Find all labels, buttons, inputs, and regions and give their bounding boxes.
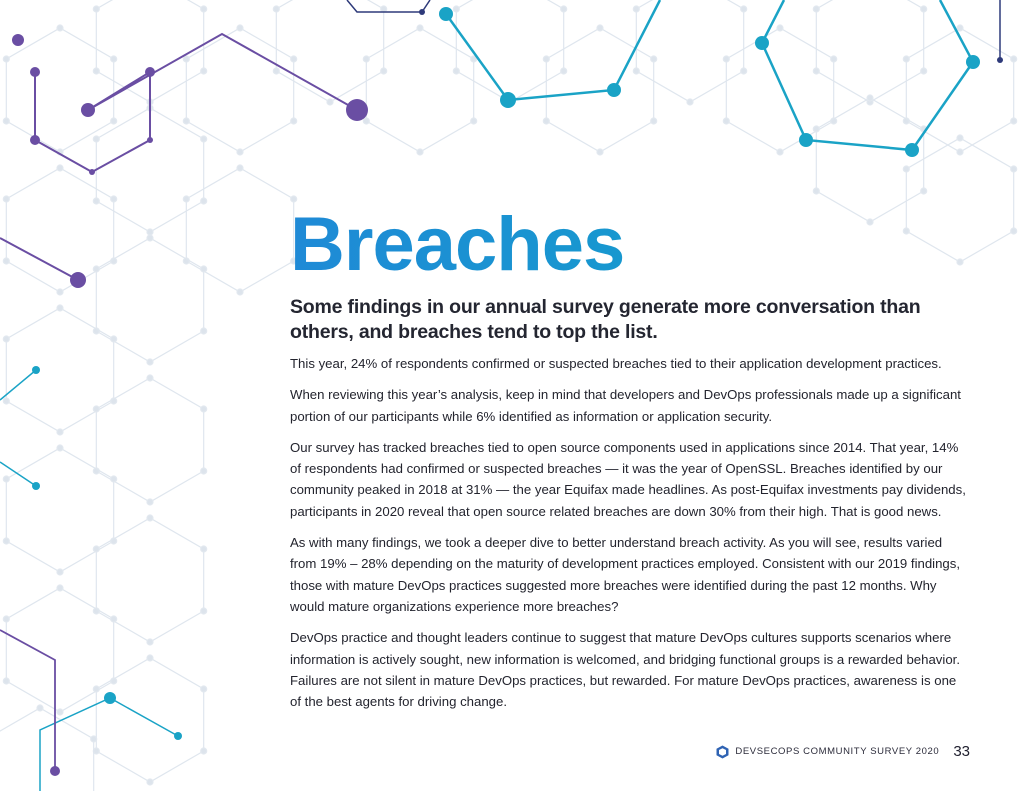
page-number: 33 xyxy=(953,743,970,760)
main-content xyxy=(290,202,970,712)
page-subtitle: Some findings in our annual survey generate more conversation than others, and breaches tend to top the list. xyxy=(290,296,921,343)
hexagon-logo-icon xyxy=(716,745,729,759)
paragraph-3: Our survey has tracked breaches tied to open source components used in applications since 2014. That year, 14% of respondents had confirmed or suspected breaches — it was the year of OpenSSL. Breaches identified by our community peaked in 2018 at 31% — the year Equifax made headlines. As post-Equifax investments pay dividends, participants in 2020 reveal that open source related breaches are down 30% from their high. That is good news. xyxy=(290,439,966,519)
paragraph-1: This year, 24% of respondents confirmed or suspected breaches tied to their application development practices. xyxy=(290,356,942,371)
page-title: Breaches xyxy=(290,205,970,285)
paragraph-2: When reviewing this year’s analysis, keep in mind that developers and DevOps professionals made up a significant portion of our participants while 6% identified as information or application security. xyxy=(290,387,961,424)
page-footer xyxy=(716,743,970,760)
paragraph-5: DevOps practice and thought leaders continue to suggest that mature DevOps cultures supports scenarios where information is actively sought, new information is welcomed, and bridging functional groups is a rewarded behavior. Failures are not silent in mature DevOps practices, but rewarded. For mature DevOps practices, awareness is one of the best agents for driving change. xyxy=(290,630,960,710)
paragraph-4: As with many findings, we took a deeper dive to better understand breach activity. As you will see, results varied from 19% – 28% depending on the maturity of development practices employed. Consistent with our 2019 findings, those with mature DevOps practices suggested more breaches were identified during the past 12 months. Why would mature organizations experience more breaches? xyxy=(290,535,961,614)
footer-survey-label: DEVSECOPS COMMUNITY SURVEY 2020 xyxy=(735,746,940,757)
